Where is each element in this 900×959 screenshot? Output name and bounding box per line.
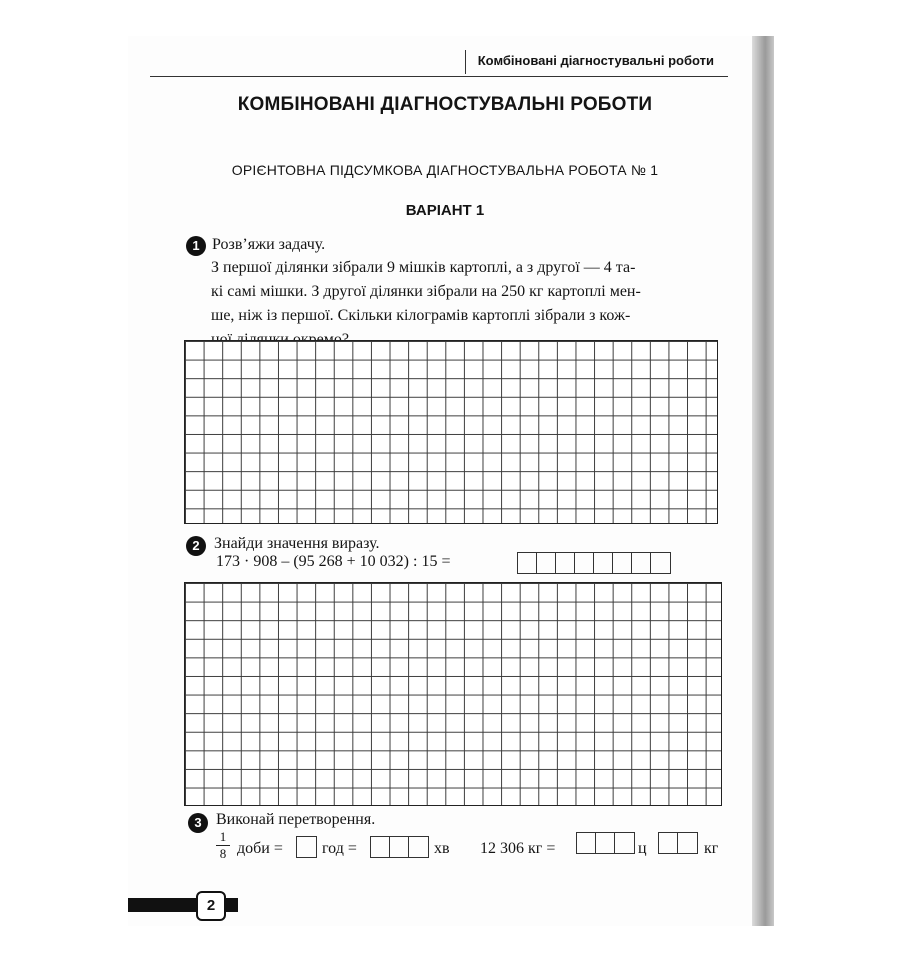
mass-value: 12 306 кг = — [480, 840, 556, 857]
answer-cell[interactable] — [409, 837, 428, 857]
answer-cell[interactable] — [632, 553, 651, 573]
answer-cell[interactable] — [390, 837, 409, 857]
minutes-answer-boxes[interactable] — [370, 836, 429, 858]
task-3-number-badge: 3 — [188, 813, 208, 833]
unit-minutes: хв — [434, 840, 450, 857]
task-1-answer-grid[interactable] — [184, 340, 718, 524]
variant-label: ВАРІАНТ 1 — [405, 202, 485, 219]
task-2-expression: 173 · 908 – (95 268 + 10 032) : 15 = — [216, 553, 451, 570]
task-1-text — [211, 256, 725, 352]
answer-cell[interactable] — [615, 833, 634, 853]
answer-cell[interactable] — [596, 833, 615, 853]
page-number: 2 — [196, 891, 226, 921]
answer-cell[interactable] — [651, 553, 670, 573]
task-2-answer-grid[interactable] — [184, 582, 722, 806]
page-title: КОМБІНОВАНІ ДІАГНОСТУВАЛЬНІ РОБОТИ — [237, 94, 653, 115]
task-1-line: ше, ніж із першої. Скільки кілограмів картоплі зібрали з кож- — [211, 307, 631, 324]
answer-cell[interactable] — [678, 833, 697, 853]
answer-cell[interactable] — [297, 837, 316, 857]
kilograms-answer-boxes[interactable] — [658, 832, 698, 854]
hours-answer-box[interactable] — [296, 836, 317, 858]
answer-cell[interactable] — [659, 833, 678, 853]
task-2-answer-boxes[interactable] — [517, 552, 671, 574]
task-2-number-badge: 2 — [186, 536, 206, 556]
answer-cell[interactable] — [537, 553, 556, 573]
answer-cell[interactable] — [577, 833, 596, 853]
unit-hours: год = — [322, 840, 357, 857]
answer-cell[interactable] — [371, 837, 390, 857]
fraction-denominator: 8 — [219, 846, 227, 861]
answer-cell[interactable] — [594, 553, 613, 573]
task-2-heading: Знайди значення виразу. — [214, 535, 380, 552]
unit-days: доби = — [237, 840, 283, 857]
book-spine-shadow — [752, 36, 774, 926]
header-rule — [150, 76, 728, 77]
unit-centners: ц — [638, 840, 647, 857]
answer-cell[interactable] — [575, 553, 594, 573]
work-subtitle: ОРІЄНТОВНА ПІДСУМКОВА ДІАГНОСТУВАЛЬНА РОБОТА № 1 — [231, 162, 659, 178]
fraction-numerator: 1 — [219, 829, 227, 844]
running-head: Комбіновані діагностувальні роботи — [465, 50, 714, 74]
task-1-line: З першої ділянки зібрали 9 мішків картоплі, а з другої — 4 та- — [211, 259, 636, 276]
answer-cell[interactable] — [613, 553, 632, 573]
task-1-number-badge: 1 — [186, 236, 206, 256]
task-1-heading: Розв’яжи задачу. — [212, 236, 326, 253]
fraction-one-eighth — [216, 830, 230, 861]
centners-answer-boxes[interactable] — [576, 832, 635, 854]
task-1-line: кі самі мішки. З другої ділянки зібрали на 250 кг картоплі мен- — [211, 283, 641, 300]
unit-kilograms: кг — [704, 840, 719, 857]
answer-cell[interactable] — [518, 553, 537, 573]
answer-cell[interactable] — [556, 553, 575, 573]
task-3-heading: Виконай перетворення. — [216, 811, 376, 828]
